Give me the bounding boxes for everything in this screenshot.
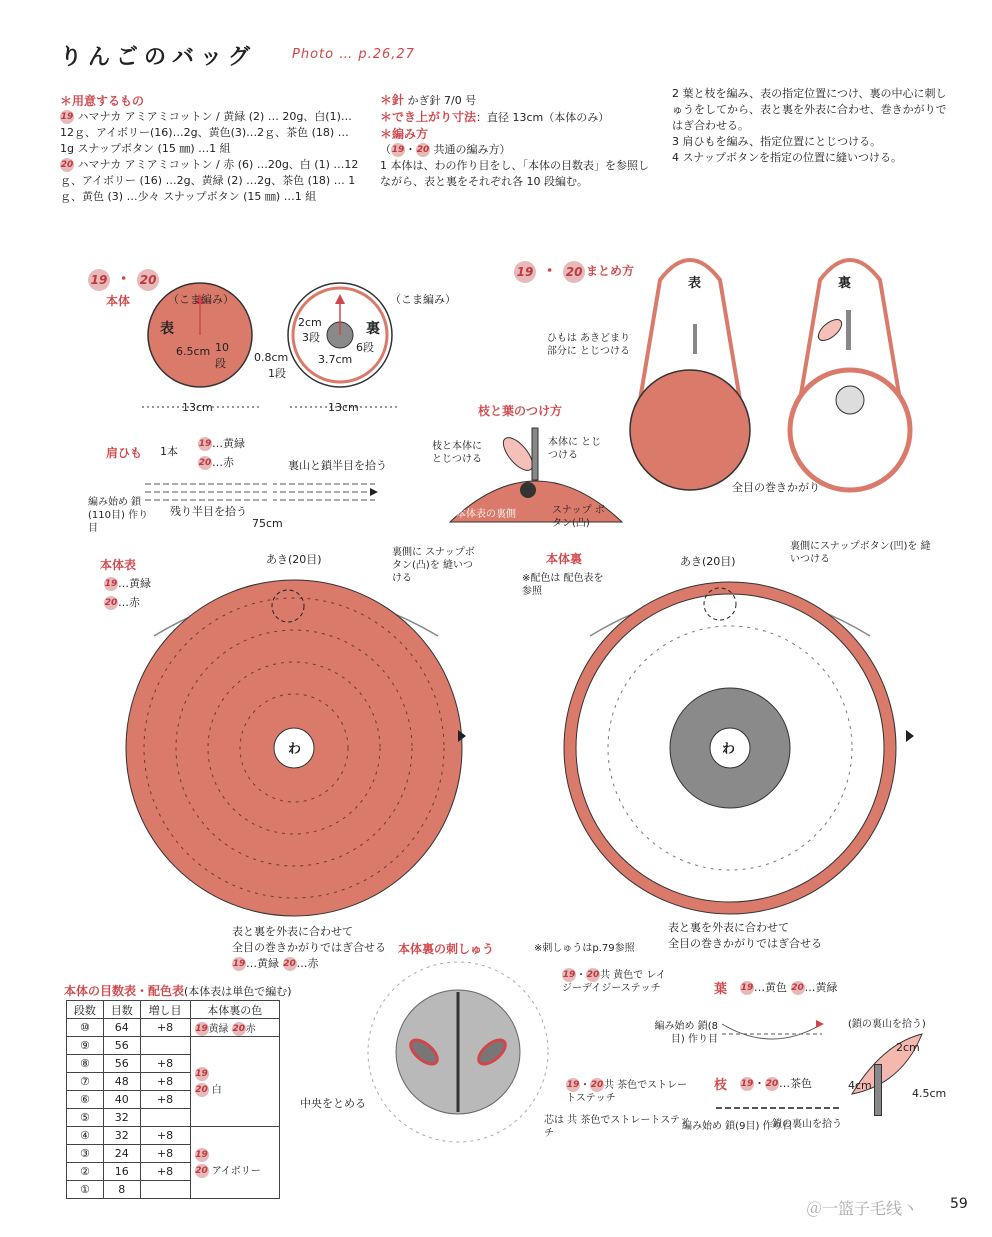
front-chart-join-colors <box>232 956 319 972</box>
table-header-row <box>67 1001 280 1019</box>
badge-20: 20 <box>195 1084 208 1095</box>
photo-reference: Photo … p.26,27 <box>292 47 415 62</box>
branch-leaf-note1: 枝と本体に とじつける <box>432 441 482 465</box>
badge-19: 19 <box>514 261 536 283</box>
body-heading: 本体 <box>106 294 131 308</box>
cell-inc <box>140 1181 190 1199</box>
branch-pick: 鎖の裏山を拾う <box>772 1119 842 1130</box>
cell-count: 32 <box>103 1109 140 1127</box>
cell-inc <box>140 1109 190 1127</box>
table-title <box>64 982 292 999</box>
strap-color-20-text: …赤 <box>212 456 234 469</box>
front-stitch-label: （こま編み） <box>168 293 234 306</box>
step-2: 2 葉と枝を編み、表の指定位置につけ、裏の中心に刺しゅうをしてから、表と裏を外表に合わせ、巻きかがりではぎ合わせる。 <box>672 87 947 132</box>
badge-19: 19 <box>88 269 110 291</box>
strap-start: 編み始め 鎖(110目) 作り目 <box>88 497 149 534</box>
table-row <box>67 1037 280 1055</box>
branch-start: 編み始め 鎖(9目) 作り目 <box>682 1121 793 1132</box>
cell-row: ⑦ <box>67 1073 104 1091</box>
badge-20: 20 <box>232 1023 245 1034</box>
embroidery-center-note: 中央をとめる <box>300 1097 366 1110</box>
table-row <box>67 1019 280 1037</box>
badge-20: 20 <box>104 598 118 608</box>
materials-text-19: ハマナカ アミアミコットン / 黄緑 (2) … 20g、白(1)…12ｇ、アイボリー(16)…2g、黄色(3)…2ｇ、茶色 (18) …1g スナップボタン (15 ㎜) …1 組 <box>60 110 352 155</box>
cell-count: 24 <box>103 1145 140 1163</box>
table-subheading: (本体表は単色で編む) <box>184 985 292 998</box>
badge-19: 19 <box>566 1080 580 1090</box>
table-heading: 本体の目数表・配色表 <box>64 984 185 998</box>
arrow-right-icon <box>370 488 378 496</box>
branch-leaf-back: 本体表の裏側 <box>456 509 516 520</box>
branch-color-text: …茶色 <box>779 1077 812 1090</box>
leaf-height: 4.5cm <box>912 1087 947 1100</box>
edge-rows: 1段 <box>268 367 286 380</box>
badge-20: 20 <box>416 145 430 155</box>
cell-row: ⑩ <box>67 1019 104 1037</box>
branch-leaf-snap: スナップ ボタン(凸) <box>552 505 605 529</box>
branch-chart <box>712 1098 852 1118</box>
front-label: 表 <box>160 321 174 337</box>
badge-19: 19 <box>562 970 576 980</box>
ring-size: 3.7cm <box>318 353 353 366</box>
snap-button-icon <box>520 482 536 498</box>
badge-20: 20 <box>283 959 296 969</box>
materials-item-20 <box>60 157 360 205</box>
color-top-19: 黄緑 <box>208 1023 229 1035</box>
front-chart-heading: 本体表 <box>100 558 137 572</box>
cell-count: 8 <box>103 1181 140 1199</box>
branch-leaf-heading: 枝と葉のつけ方 <box>478 404 563 418</box>
back-stitch-label: （こま編み） <box>390 293 456 306</box>
arrow-right-icon <box>906 730 914 742</box>
front-width: 13cm <box>182 401 213 414</box>
cell-row: ③ <box>67 1145 104 1163</box>
badge-20: 20 <box>765 1079 779 1089</box>
badge-19: 19 <box>195 1149 208 1160</box>
assembly-whip: 全目の巻きかがり <box>732 481 820 494</box>
cell-inc: +8 <box>140 1145 190 1163</box>
leaf-heading: 葉 <box>714 982 728 997</box>
step-1: 1 本体は、わの作り目をし、「本体の目数表」を参照しながら、表と裏をそれぞれ各 10 段編む。 <box>380 159 649 188</box>
col-count: 目数 <box>103 1001 140 1019</box>
back-chart-opening: あき(20目) <box>680 555 736 568</box>
step-3: 3 肩ひもを編み、指定位置にとじつける。 <box>672 135 882 148</box>
embroidery-straight-text: 共 茶色でストレートステッチ <box>566 1080 688 1104</box>
center-size: 2cm <box>298 316 322 329</box>
materials-heading: ＊用意するもの <box>60 94 145 108</box>
ring-rows: 6段 <box>356 341 374 354</box>
assembly-diagram <box>620 240 940 500</box>
back-chart-join1: 表と裏を外表に合わせて <box>668 921 789 934</box>
badge-20: 20 <box>563 261 585 283</box>
embroidery-ref: ※刺しゅうはp.79参照 <box>534 943 635 954</box>
needle-value: かぎ針 7/0 号 <box>407 94 477 107</box>
badge-19: 19 <box>198 439 212 449</box>
front-chart-opening: あき(20目) <box>266 553 322 566</box>
strap-color-19 <box>198 436 245 452</box>
leaf-color-19: …黄色 <box>754 981 787 994</box>
back-chart-center: わ <box>722 742 736 757</box>
assembly-front: 表 <box>688 276 702 291</box>
cell-row: ② <box>67 1163 104 1181</box>
branch-leaf-note2: 本体に とじつける <box>548 437 602 461</box>
cell-row: ⑤ <box>67 1109 104 1127</box>
front-chart-join2: 全目の巻きかがりではぎ合せる <box>232 941 386 954</box>
cell-row: ⑨ <box>67 1037 104 1055</box>
col-rows: 段数 <box>67 1001 104 1019</box>
leaf-width: 2cm <box>896 1041 920 1054</box>
badge-19: 19 <box>60 112 74 122</box>
embroidery-core: 芯は 共 茶色でストレートステッチ <box>544 1115 691 1139</box>
arrow-right-icon <box>816 1020 824 1028</box>
strap-heading: 肩ひも <box>106 446 143 460</box>
cell-count: 32 <box>103 1127 140 1145</box>
page-title: りんごのバッグ <box>60 45 257 70</box>
cell-row: ④ <box>67 1127 104 1145</box>
cell-inc: +8 <box>140 1163 190 1181</box>
cell-count: 56 <box>103 1055 140 1073</box>
cell-count: 48 <box>103 1073 140 1091</box>
back-chart-snap-note: 裏側にスナップボタン(凹)を 縫いつける <box>790 541 931 565</box>
badge-19: 19 <box>740 1079 754 1089</box>
badge-19: 19 <box>104 579 118 589</box>
front-radius: 6.5cm <box>176 345 211 358</box>
materials-item-19 <box>60 109 360 157</box>
size-label: ＊でき上がり寸法 <box>380 110 477 124</box>
method-common: 共通の編み方） <box>433 143 511 156</box>
badge-20: 20 <box>590 1080 604 1090</box>
tools-section: ＊針 かぎ針 7/0 号 ＊でき上がり寸法：直径 13cm（本体のみ） ＊編み方 （19・20 共通の編み方） 1 本体は、わの作り目をし、「本体の目数表」を参照しながら、表と裏をそれぞれ各 10 段編む。 <box>380 92 652 190</box>
join-color-20: …赤 <box>296 957 319 970</box>
branch-colors: 19・20…茶色 <box>740 1077 812 1090</box>
assembly-heading: まとめ方 <box>586 264 635 278</box>
bag-front <box>630 370 750 490</box>
step-4: 4 スナップボタンを指定の位置に縫いつける。 <box>672 151 903 164</box>
front-color-20-text: …赤 <box>118 596 140 609</box>
leaf-colors <box>740 980 838 996</box>
color-white: 白 <box>211 1084 222 1096</box>
embroidery-heading: 本体裏の刺しゅう <box>398 942 495 956</box>
badge-20: 20 <box>195 1165 208 1176</box>
cell-count: 16 <box>103 1163 140 1181</box>
assembly-back: 裏 <box>838 276 852 291</box>
branch-icon <box>532 428 538 480</box>
branch-height: 4cm <box>848 1079 872 1092</box>
cell-row: ⑥ <box>67 1091 104 1109</box>
cell-inc <box>140 1037 190 1055</box>
color-ivory: アイボリー <box>211 1165 261 1177</box>
leaf-icon <box>815 316 845 345</box>
stitch-count-table <box>66 1000 280 1199</box>
cell-inc: +8 <box>140 1073 190 1091</box>
badge-20: 20 <box>586 970 600 980</box>
materials-text-20: ハマナカ アミアミコットン / 赤 (6) …20g、白 (1) …12ｇ、アイボリー (16) …2g、黄緑 (2) …2g、茶色 (18) … 1ｇ、黄色 (3) …少々 スナップボタン (15 ㎜) …1 組 <box>60 158 359 203</box>
strap-count: 1本 <box>160 445 178 458</box>
col-increase: 増し目 <box>140 1001 190 1019</box>
watermark: ＠一篮子毛线丶 <box>806 1199 919 1218</box>
cell-inc: +8 <box>140 1019 190 1037</box>
steps-section <box>672 86 952 166</box>
table-row <box>67 1127 280 1145</box>
badge-20: 20 <box>791 983 804 993</box>
embroidery-lazy-text: 共 黄色で レイジーデイジーステッチ <box>562 970 666 994</box>
strap-remaining: 残り半目を拾う <box>170 505 247 518</box>
embroidery-lazy: 19・20共 黄色で レイジーデイジーステッチ <box>562 970 666 994</box>
size-value: ：直径 13cm（本体のみ） <box>476 111 610 124</box>
cell-inc: +8 <box>140 1127 190 1145</box>
cell-inc: +8 <box>140 1091 190 1109</box>
back-chart-heading: 本体裏 <box>546 552 583 566</box>
cell-row: ① <box>67 1181 104 1199</box>
front-rows: 10段 <box>215 341 229 370</box>
cell-count: 56 <box>103 1037 140 1055</box>
strap-pick: 裏山と鎖半目を拾う <box>288 459 387 472</box>
back-chart-join2: 全目の巻きかがりではぎ合せる <box>668 937 822 950</box>
col-color: 本体裏の色 <box>190 1001 279 1019</box>
leaf-start: 編み始め 鎖(8目) 作り目 <box>654 1021 718 1045</box>
cell-color-white <box>190 1037 279 1127</box>
badge-20: 20 <box>198 458 212 468</box>
front-chart-join1: 表と裏を外表に合わせて <box>232 925 353 938</box>
badge-19: 19 <box>232 959 246 969</box>
cell-inc: +8 <box>140 1055 190 1073</box>
front-color-19-text: …黄緑 <box>118 577 151 590</box>
embroidery-straight: 19・20共 茶色でストレートステッチ <box>566 1080 688 1104</box>
strap-chart <box>140 476 390 506</box>
cell-count: 40 <box>103 1091 140 1109</box>
leaf-pick: (鎖の裏山を拾う) <box>848 1019 926 1030</box>
badge-20: 20 <box>60 160 74 170</box>
leaf-color-20: …黄緑 <box>804 981 838 994</box>
cell-color-top <box>190 1019 279 1037</box>
color-top-20: 赤 <box>245 1023 256 1035</box>
back-chart-note: ※配色は 配色表を参照 <box>522 573 604 597</box>
badge-20: 20 <box>137 269 159 291</box>
branch-icon <box>874 1064 882 1116</box>
cell-count: 64 <box>103 1019 140 1037</box>
back-label: 裏 <box>366 321 380 337</box>
badge-19: 19 <box>195 1023 208 1034</box>
badge-19: 19 <box>740 983 754 993</box>
assembly-heading-nums: 19 ・ 20 <box>514 258 585 283</box>
apple-core-icon <box>836 386 864 414</box>
back-width: 13cm <box>328 401 359 414</box>
page-number: 59 <box>950 1196 968 1212</box>
badge-19: 19 <box>195 1068 208 1079</box>
embroidery-diagram <box>366 960 556 1150</box>
cell-row: ⑧ <box>67 1055 104 1073</box>
edge-size: 0.8cm <box>254 351 289 364</box>
method-label: ＊編み方 <box>380 127 429 141</box>
strap-color-19-text: …黄緑 <box>212 437 245 450</box>
strap-length: 75cm <box>252 517 283 530</box>
assembly-strap-note: ひもは あきどまり部分に とじつける <box>546 333 630 357</box>
cell-color-ivory <box>190 1127 279 1199</box>
join-color-19: …黄緑 <box>246 957 279 970</box>
front-chart-center: わ <box>288 742 302 757</box>
materials-section <box>60 92 360 205</box>
body-heading-nums: 19 ・ 20 <box>88 266 159 291</box>
badge-19: 19 <box>391 145 405 155</box>
front-chart-snap-note: 裏側に スナップボタン(凸)を 縫いつける <box>392 547 475 584</box>
needle-label: ＊針 <box>380 93 405 107</box>
strap-color-20 <box>198 455 234 471</box>
branch-heading: 枝 <box>714 1078 728 1093</box>
branch-icon <box>693 324 697 354</box>
center-rows: 3段 <box>302 331 320 344</box>
branch-icon <box>846 310 851 350</box>
